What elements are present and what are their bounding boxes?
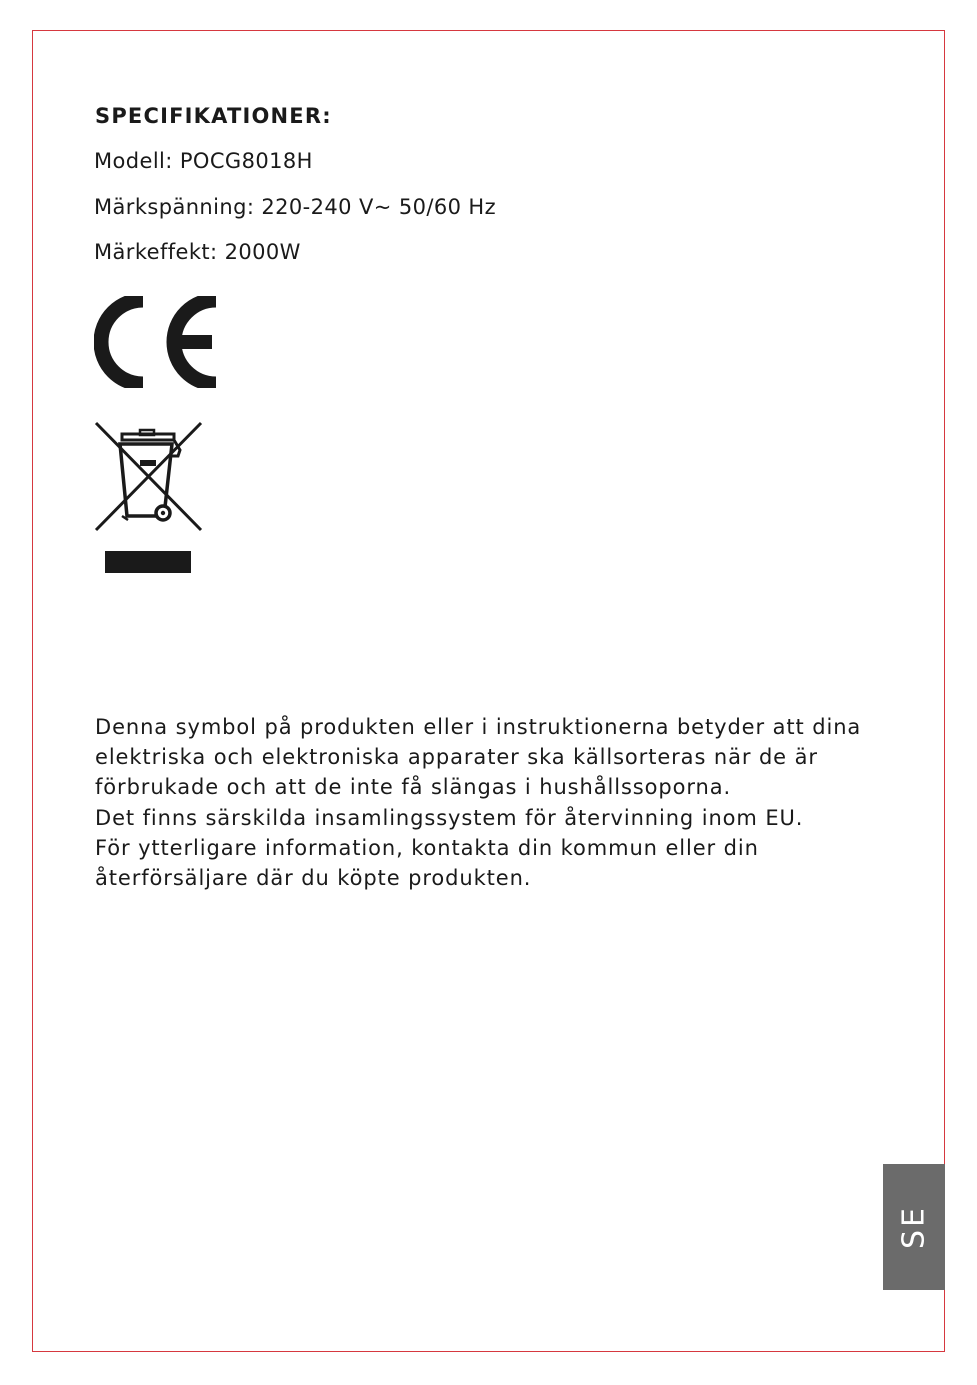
spec-power xyxy=(94,240,301,264)
spec-model-label: Modell: xyxy=(94,149,180,173)
disposal-line: elektriska och elektroniska apparater ska källsorteras när de är xyxy=(95,745,818,770)
disposal-line: Denna symbol på produkten eller i instruktionerna betyder att dina xyxy=(95,715,862,739)
language-tab xyxy=(883,1164,945,1290)
spec-model xyxy=(94,149,313,173)
spec-power-value: 2000W xyxy=(224,240,301,264)
disposal-line: Det finns särskilda insamlingssystem för återvinning inom EU. xyxy=(95,805,804,830)
spec-power-label: Märkeffekt: xyxy=(94,240,225,264)
ce-mark-icon xyxy=(94,296,224,388)
weee-bin-icon xyxy=(94,420,204,576)
page-border xyxy=(32,30,945,1352)
spec-voltage-label: Märkspänning: xyxy=(94,195,262,219)
spec-model-value: POCG8018H xyxy=(179,149,313,173)
disposal-line: För ytterligare information, kontakta din kommun eller din xyxy=(95,835,759,860)
disposal-line: återförsäljare där du köpte produkten. xyxy=(95,866,532,891)
spec-voltage xyxy=(94,195,496,219)
disposal-line: förbrukade och att de inte få slängas i hushållssoporna. xyxy=(95,775,732,800)
specifications-heading: SPECIFIKATIONER: xyxy=(95,104,332,128)
spec-voltage-value: 220-240 V~ 50/60 Hz xyxy=(261,195,497,219)
disposal-information xyxy=(95,712,895,893)
language-tab-label: SE xyxy=(896,1205,932,1249)
